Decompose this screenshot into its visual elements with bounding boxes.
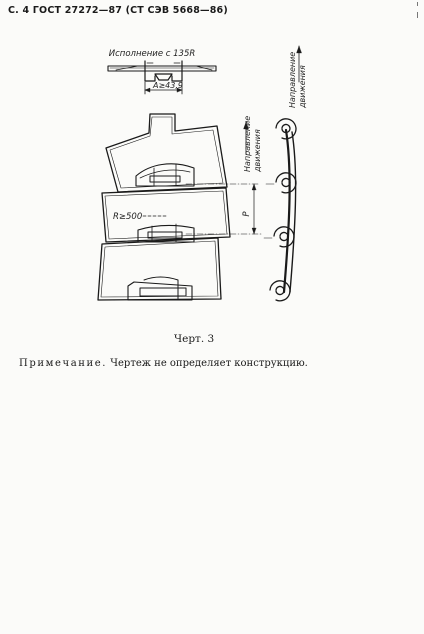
chain-link-top	[106, 114, 227, 192]
direction-label-center-line2: движения	[253, 129, 262, 172]
note-label: Примечание.	[19, 358, 108, 369]
chain-link-bottom	[98, 238, 221, 300]
radius-label: R≥500	[113, 212, 143, 222]
note	[19, 358, 308, 369]
direction-label-center	[243, 113, 262, 173]
figure-caption: Черт. 3	[174, 333, 215, 345]
dim-a-label: A≥43,9	[153, 81, 183, 90]
note-text: Чертеж не определяет конструкцию.	[107, 358, 308, 369]
direction-label-right	[288, 49, 307, 109]
pitch-dimension	[186, 184, 262, 234]
pitch-label: P	[242, 211, 252, 217]
page-header: С. 4 ГОСТ 27272—87 (СТ СЭВ 5668—86)	[8, 5, 228, 16]
direction-label-right-line1: Направление	[288, 51, 297, 108]
direction-label-right-line2: движения	[298, 65, 307, 108]
direction-label-center-line1: Направление	[243, 115, 252, 172]
side-view	[264, 119, 296, 301]
variant-label: Исполнение с 135R	[108, 49, 196, 59]
